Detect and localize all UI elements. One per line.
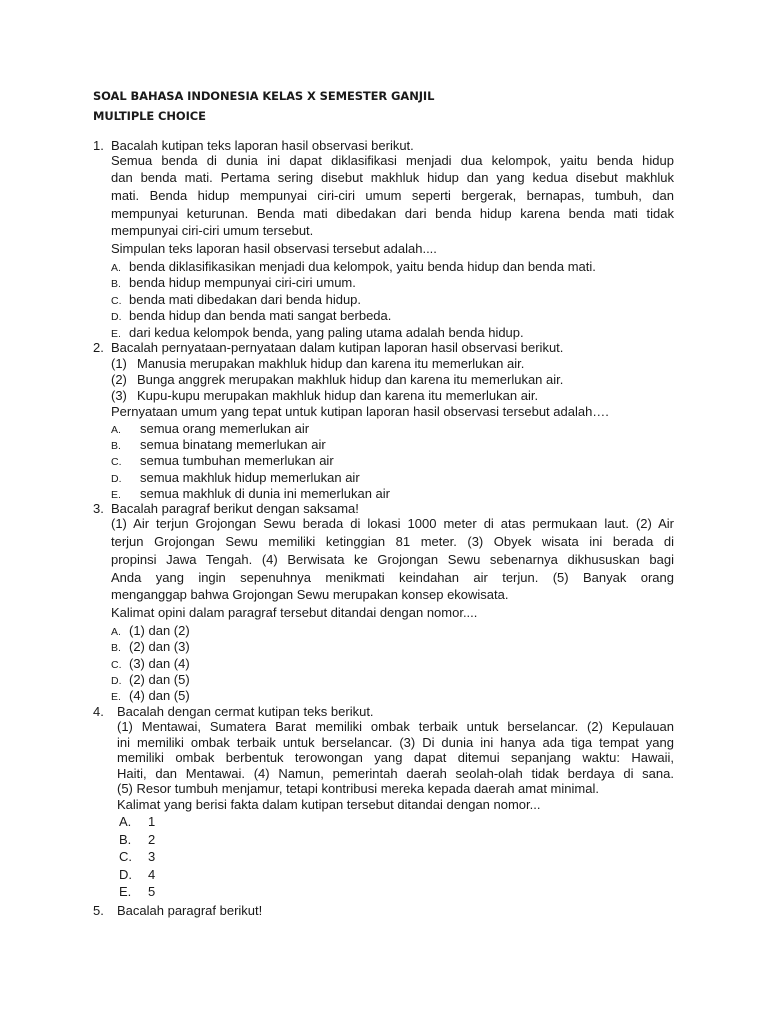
question-1-passage-line: mempunyai keturunan. Benda mati dibedakan dari benda hidup karena benda mati tidak [111, 206, 674, 221]
question-3-prompt: Kalimat opini dalam paragraf tersebut ditandai dengan nomor.... [111, 605, 478, 620]
question-3-passage-line: terjun Grojongan Sewu memiliki ketinggian 81 meter. (3) Obyek wisata ini berada di [111, 534, 674, 549]
option-letter: D. [111, 311, 122, 323]
question-1-passage-line: mati. Benda hidup mempunyai ciri-ciri umum seperti bergerak, bernapas, tumbuh, dan [111, 188, 674, 203]
question-2-statement [111, 388, 538, 404]
question-3-option-a[interactable] [111, 623, 190, 640]
question-2-option-d[interactable] [111, 470, 360, 487]
statement-text: Kupu-kupu merupakan makhluk hidup dan karena itu memerlukan air. [137, 388, 539, 403]
question-4-prompt: Kalimat yang berisi fakta dalam kutipan tersebut ditandai dengan nomor... [117, 797, 541, 812]
question-1-passage-line: mempunyai ciri-ciri umum tersebut. [111, 223, 314, 238]
question-4-option-e[interactable] [119, 884, 155, 900]
option-text: benda hidup mempunyai ciri-ciri umum. [129, 275, 356, 290]
option-text: semua makhluk hidup memerlukan air [140, 470, 360, 485]
option-text: semua makhluk di dunia ini memerlukan air [140, 486, 391, 501]
option-text: dari kedua kelompok benda, yang paling utama adalah benda hidup. [129, 325, 524, 340]
option-text: (2) dan (5) [129, 672, 190, 687]
option-text: semua tumbuhan memerlukan air [140, 453, 334, 468]
question-3-passage-line: (1) Air terjun Grojongan Sewu berada di lokasi 1000 meter di atas permukaan laut. (2) Air [111, 516, 674, 531]
question-2-statement [111, 372, 563, 388]
option-letter: A. [119, 814, 132, 829]
question-3-number: 3. [93, 501, 104, 516]
option-letter: E. [111, 691, 121, 703]
option-letter: A. [111, 626, 121, 638]
question-1-option-c[interactable] [111, 292, 361, 309]
question-1-number: 1. [93, 138, 104, 153]
statement-number: (3) [111, 388, 127, 403]
question-4-passage-line: ini memiliki ombak terbaik untuk berselancar. (3) Di dunia ini hanya ada tiga tempat yang [117, 735, 674, 750]
question-2-option-a[interactable] [111, 421, 309, 438]
statement-text: Manusia merupakan makhluk hidup dan karena itu memerlukan air. [137, 356, 525, 371]
question-3-option-e[interactable] [111, 688, 190, 705]
question-4-option-a[interactable] [119, 814, 155, 830]
option-letter: B. [111, 440, 121, 452]
question-1-option-d[interactable] [111, 308, 391, 325]
question-4-passage-line: (1) Mentawai, Sumatera Barat memiliki ombak terbaik untuk berselancar. (2) Kepulauan [117, 719, 674, 734]
document-title: SOAL BAHASA INDONESIA KELAS X SEMESTER GANJIL [93, 89, 435, 103]
question-2-option-b[interactable] [111, 437, 326, 454]
option-text: semua binatang memerlukan air [140, 437, 326, 452]
option-text: (4) dan (5) [129, 688, 190, 703]
option-letter: B. [111, 642, 121, 654]
option-text: 1 [148, 814, 156, 829]
question-4-passage-line: Haiti, dan Mentawai. (4) Namun, pemerintah daerah seolah-olah tidak berdaya di sana. [117, 766, 674, 781]
question-2-option-c[interactable] [111, 453, 334, 470]
question-1-option-a[interactable] [111, 259, 596, 276]
option-letter: D. [119, 867, 132, 882]
question-1-intro: Bacalah kutipan teks laporan hasil observasi berikut. [111, 138, 414, 153]
question-4-option-b[interactable] [119, 832, 155, 848]
statement-number: (2) [111, 372, 127, 387]
option-letter: E. [119, 884, 132, 899]
option-text: benda hidup dan benda mati sangat berbeda. [129, 308, 392, 323]
option-text: 3 [148, 849, 156, 864]
option-text: (3) dan (4) [129, 656, 190, 671]
option-letter: E. [111, 328, 121, 340]
question-1-passage-line: dan benda mati. Pertama sering disebut makhluk hidup dan yang kedua disebut makhluk [111, 170, 674, 185]
option-letter: A. [111, 424, 121, 436]
question-1-prompt: Simpulan teks laporan hasil observasi tersebut adalah.... [111, 241, 437, 256]
question-4-intro: Bacalah dengan cermat kutipan teks berikut. [117, 704, 374, 719]
question-3-option-c[interactable] [111, 656, 190, 673]
option-text: 4 [148, 867, 156, 882]
question-3-option-b[interactable] [111, 639, 190, 656]
question-3-intro: Bacalah paragraf berikut dengan saksama! [111, 501, 359, 516]
option-letter: B. [119, 832, 132, 847]
question-2-number: 2. [93, 340, 104, 355]
statement-number: (1) [111, 356, 127, 371]
option-text: 2 [148, 832, 156, 847]
option-text: benda mati dibedakan dari benda hidup. [129, 292, 362, 307]
question-1-passage-line: Semua benda di dunia ini dapat diklasifikasi menjadi dua kelompok, yaitu benda hidup [111, 153, 674, 168]
option-text: 5 [148, 884, 156, 899]
option-letter: C. [111, 456, 122, 468]
option-letter: E. [111, 489, 121, 501]
question-5-intro: Bacalah paragraf berikut! [117, 903, 263, 918]
question-4-option-c[interactable] [119, 849, 155, 865]
option-text: (2) dan (3) [129, 639, 190, 654]
question-2-statement [111, 356, 524, 372]
option-letter: D. [111, 473, 122, 485]
question-3-passage-line: Anda yang ingin sepenuhnya menikmati keindahan air terjun. (5) Banyak orang [111, 570, 674, 585]
question-2-prompt: Pernyataan umum yang tepat untuk kutipan laporan hasil observasi tersebut adalah…. [111, 404, 609, 419]
question-3-passage-line: menganggap bahwa Grojongan Sewu merupakan konsep ekowisata. [111, 587, 509, 602]
option-letter: D. [111, 675, 122, 687]
question-2-intro: Bacalah pernyataan-pernyataan dalam kutipan laporan hasil observasi berikut. [111, 340, 564, 355]
section-label: MULTIPLE CHOICE [93, 109, 206, 123]
question-3-passage-line: propinsi Jawa Tengah. (4) Berwisata ke Grojongan Sewu sebenarnya dikhususkan bagi [111, 552, 674, 567]
question-1-option-b[interactable] [111, 275, 356, 292]
option-letter: C. [111, 295, 122, 307]
option-text: semua orang memerlukan air [140, 421, 310, 436]
question-4-passage-line: memiliki ombak berbentuk terowongan yang dapat ditemui sepanjang waktu: Hawaii, [117, 750, 674, 765]
question-4-number: 4. [93, 704, 104, 719]
option-letter: B. [111, 278, 121, 290]
question-5-number: 5. [93, 903, 104, 918]
option-text: benda diklasifikasikan menjadi dua kelompok, yaitu benda hidup dan benda mati. [129, 259, 596, 274]
statement-text: Bunga anggrek merupakan makhluk hidup dan karena itu memerlukan air. [137, 372, 564, 387]
option-letter: A. [111, 262, 121, 274]
option-letter: C. [111, 659, 122, 671]
option-letter: C. [119, 849, 132, 864]
option-text: (1) dan (2) [129, 623, 190, 638]
question-4-option-d[interactable] [119, 867, 155, 883]
question-3-option-d[interactable] [111, 672, 190, 689]
question-4-passage-line: (5) Resor tumbuh menjamur, tetapi kontribusi mereka kepada daerah amat minimal. [117, 781, 599, 796]
